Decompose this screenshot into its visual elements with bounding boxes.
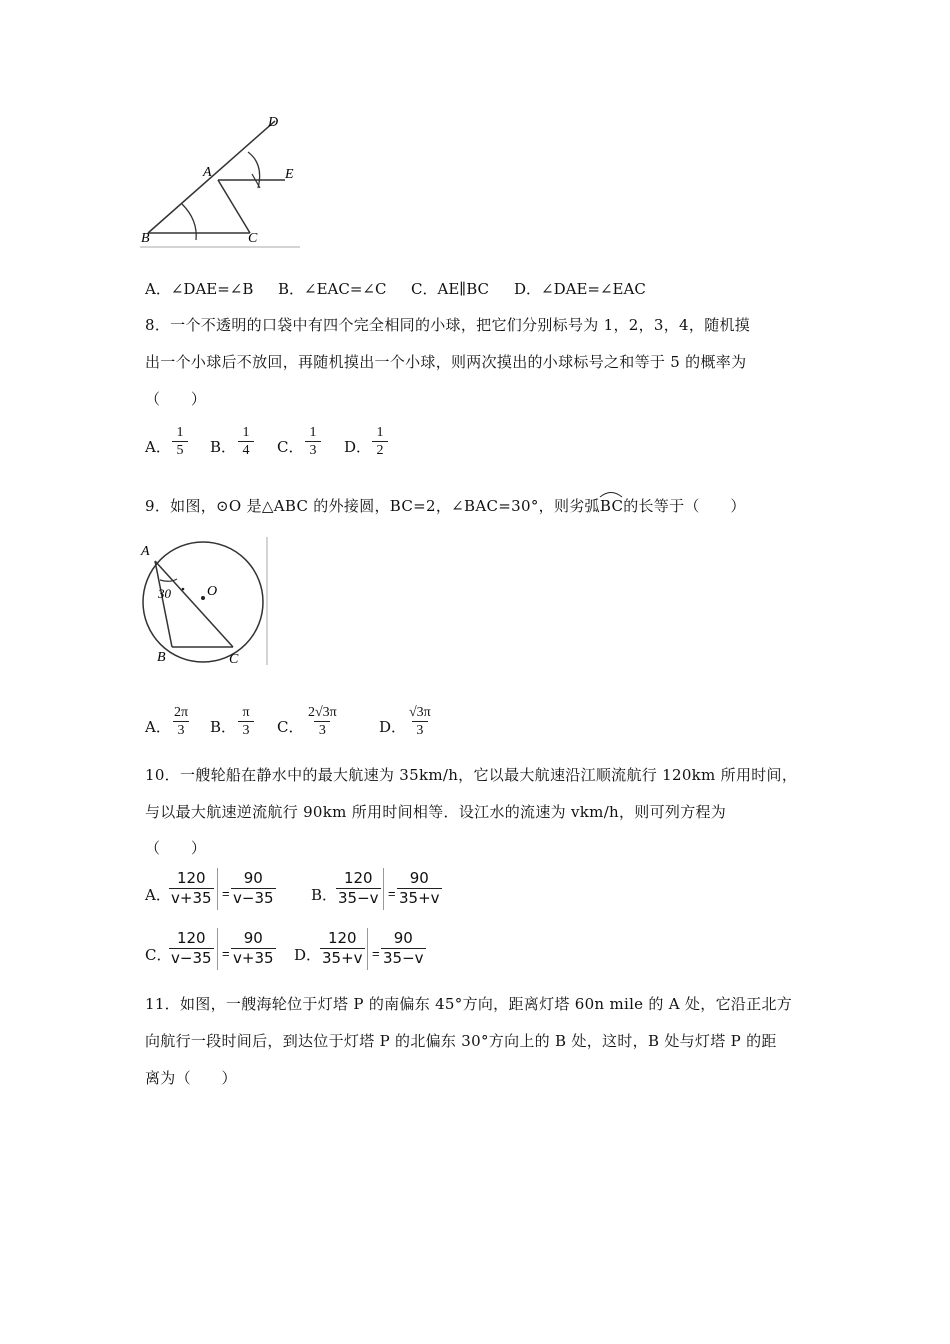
fig7-label-e: E	[285, 167, 294, 182]
q8-option-d-fraction: $\frac{1}{2}$	[372, 424, 388, 459]
fig9-label-a: A	[141, 544, 150, 559]
q10-option-c-letter[interactable]: C．	[145, 946, 172, 964]
q9-option-b-fraction: $\frac{\pi}{3}$	[238, 704, 254, 739]
figure-q7	[140, 108, 305, 253]
fig7-label-b: B	[141, 231, 150, 246]
q7-option-b[interactable]: B．∠EAC=∠C	[278, 280, 387, 298]
q9-option-d-fraction: $\frac{√3\pi}{3}$	[409, 705, 431, 738]
q10-option-a-divider	[217, 868, 218, 910]
q10-option-d-divider	[367, 928, 368, 970]
q10-option-c-equals: =	[222, 946, 230, 961]
q10-text-line-2: 与以最大航速逆流航行 90km 所用时间相等．设江水的流速为 vkm/h，则可列方程为	[145, 803, 727, 821]
q9-arc-bc: BC	[600, 497, 623, 515]
q8-option-c-letter[interactable]: C．	[277, 438, 304, 456]
fig9-label-c: C	[229, 652, 239, 667]
q10-option-b-equals: =	[388, 886, 396, 901]
q8-option-b-fraction: $\frac{1}{4}$	[238, 424, 254, 459]
fig7-label-d: D	[268, 115, 279, 130]
q7-option-d[interactable]: D．∠DAE=∠EAC	[514, 280, 646, 298]
q10-option-b-right-fraction: $\frac{90}{35+v}$	[399, 869, 440, 907]
q11-text-line-2: 向航行一段时间后，到达位于灯塔 P 的北偏东 30°方向上的 B 处，这时，B 处与灯塔 P 的距	[145, 1032, 777, 1050]
q10-option-c-divider	[217, 928, 218, 970]
q7-option-c[interactable]: C．AE∥BC	[411, 280, 489, 298]
q9-option-d-letter[interactable]: D．	[379, 718, 407, 736]
q9-text: 9．如图，⊙O 是△ABC 的外接圆，BC=2，∠BAC=30°，则劣弧 BC的长等于（ ）	[145, 495, 746, 516]
q11-text-line-3: 离为（ ）	[145, 1069, 237, 1087]
q10-option-a-letter[interactable]: A．	[145, 886, 171, 904]
fig9-angle-label: 30	[158, 586, 171, 601]
q10-option-a-equals: =	[222, 886, 230, 901]
q10-option-d-right-fraction: $\frac{90}{35-v}$	[383, 929, 424, 967]
q10-option-d-left-fraction: $\frac{120}{35+v}$	[322, 929, 363, 967]
q8-option-c-fraction: $\frac{1}{3}$	[305, 424, 321, 459]
q9-option-a-fraction: $\frac{2\pi}{3}$	[174, 705, 189, 738]
q10-option-a-right-fraction: $\frac{90}{v-35}$	[233, 869, 274, 907]
q8-option-a-fraction: $\frac{1}{5}$	[172, 424, 188, 459]
fig7-label-a: A	[203, 165, 212, 180]
fig9-label-o: O	[207, 584, 218, 599]
fig7-label-c: C	[248, 231, 258, 246]
q10-option-a-left-fraction: $\frac{120}{v+35}$	[171, 869, 212, 907]
q10-text-line-1: 10．一艘轮船在静水中的最大航速为 35km/h，它以最大航速沿江顺流航行 120km 所用时间，	[145, 766, 798, 784]
q7-option-a[interactable]: A．∠DAE=∠B	[145, 280, 254, 298]
q8-option-b-letter[interactable]: B．	[210, 438, 237, 456]
q9-option-c-letter[interactable]: C．	[277, 718, 304, 736]
q8-answer-blank: （ ）	[145, 390, 207, 408]
q10-option-c-right-fraction: $\frac{90}{v+35}$	[233, 929, 274, 967]
q8-text-line-1: 8．一个不透明的口袋中有四个完全相同的小球，把它们分别标号为 1，2，3，4，随机摸	[145, 316, 751, 334]
q10-option-b-divider	[383, 868, 384, 910]
q10-answer-blank: （ ）	[145, 839, 207, 857]
q8-option-a-letter[interactable]: A．	[145, 438, 171, 456]
q8-option-d-letter[interactable]: D．	[344, 438, 372, 456]
q9-option-b-letter[interactable]: B．	[210, 718, 237, 736]
q11-text-line-1: 11．如图，一艘海轮位于灯塔 P 的南偏东 45°方向，距离灯塔 60n mile 的 A 处，它沿正北方	[145, 995, 793, 1013]
q9-option-a-letter[interactable]: A．	[145, 718, 171, 736]
q10-option-b-letter[interactable]: B．	[311, 886, 338, 904]
q10-option-d-letter[interactable]: D．	[294, 946, 322, 964]
fig9-label-b: B	[157, 650, 166, 665]
q10-option-d-equals: =	[372, 946, 380, 961]
q9-option-c-fraction: $\frac{2√3\pi}{3}$	[308, 705, 337, 738]
figure-q9-circle	[140, 535, 275, 670]
q10-option-c-left-fraction: $\frac{120}{v-35}$	[171, 929, 212, 967]
q8-text-line-2: 出一个小球后不放回，再随机摸出一个小球，则两次摸出的小球标号之和等于 5 的概率为	[145, 353, 747, 371]
q10-option-b-left-fraction: $\frac{120}{35-v}$	[338, 869, 379, 907]
